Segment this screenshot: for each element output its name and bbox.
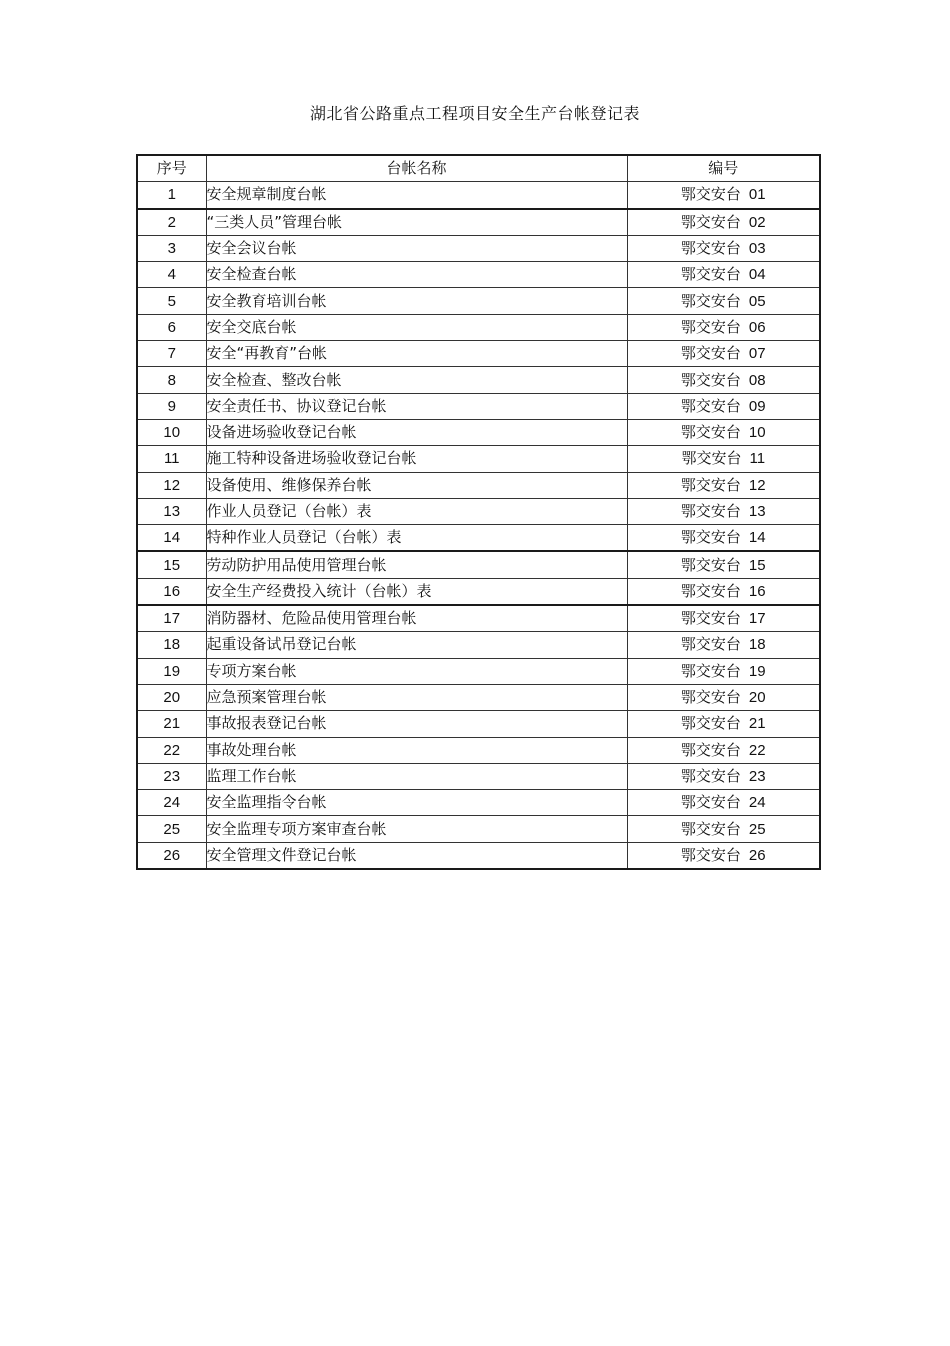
code-prefix: 鄂交安台 [680,793,741,812]
cell-ledger-name: 专项方案台帐 [206,658,627,684]
cell-seq: 4 [137,262,206,288]
cell-code [627,288,820,314]
cell-ledger-name: 安全责任书、协议登记台帐 [206,393,627,419]
cell-code [627,262,820,288]
table-row [137,472,820,498]
code-prefix: 鄂交安台 [680,688,741,707]
cell-code [627,605,820,632]
cell-seq: 22 [137,737,206,763]
code-prefix: 鄂交安台 [680,819,741,838]
table-row [137,790,820,816]
table-row [137,235,820,261]
header-name: 台帐名称 [206,155,627,182]
cell-code [627,367,820,393]
cell-ledger-name: 安全生产经费投入统计（台帐）表 [206,578,627,605]
code-prefix: 鄂交安台 [680,344,741,363]
cell-ledger-name: 施工特种设备进场验收登记台帐 [206,446,627,472]
cell-ledger-name: 安全规章制度台帐 [206,182,627,209]
cell-seq: 1 [137,182,206,209]
cell-seq: 8 [137,367,206,393]
code-number: 04 [748,266,766,284]
cell-ledger-name: 起重设备试吊登记台帐 [206,632,627,658]
cell-ledger-name: 安全管理文件登记台帐 [206,842,627,869]
table-row [137,816,820,842]
code-number: 05 [748,292,766,310]
cell-ledger-name: 安全监理专项方案审查台帐 [206,816,627,842]
cell-ledger-name: 劳动防护用品使用管理台帐 [206,551,627,578]
code-number: 23 [748,767,766,785]
table-row [137,737,820,763]
cell-ledger-name: 设备使用、维修保养台帐 [206,472,627,498]
code-number: 11 [749,450,766,468]
code-number: 13 [748,503,766,520]
code-prefix: 鄂交安台 [680,555,741,574]
cell-seq: 21 [137,711,206,737]
cell-code [627,393,820,419]
code-number: 03 [748,240,766,258]
cell-code [627,446,820,472]
cell-seq: 16 [137,578,206,605]
code-prefix: 鄂交安台 [680,740,741,759]
code-number: 12 [748,476,766,494]
table-row [137,341,820,367]
table-row [137,605,820,632]
code-prefix: 鄂交安台 [680,265,741,284]
code-number: 09 [748,397,766,415]
cell-code [627,182,820,209]
table-row [137,288,820,314]
header-seq: 序号 [137,155,206,182]
table-row [137,314,820,340]
cell-ledger-name: 安全教育培训台帐 [206,288,627,314]
code-number: 02 [748,213,766,231]
table-row [137,578,820,605]
cell-seq: 17 [137,605,206,632]
table-row [137,711,820,737]
cell-seq: 6 [137,314,206,340]
table-row [137,367,820,393]
code-prefix: 鄂交安台 [680,766,741,785]
table-row [137,446,820,472]
code-prefix: 鄂交安台 [680,581,741,600]
code-prefix: 鄂交安台 [680,609,741,628]
code-number: 24 [748,794,766,812]
cell-ledger-name: 安全监理指令台帐 [206,790,627,816]
code-number: 20 [748,689,766,707]
code-number: 22 [748,741,766,759]
code-number: 17 [748,610,766,628]
cell-code [627,419,820,445]
cell-code [627,816,820,842]
table-row [137,632,820,658]
cell-ledger-name: 安全交底台帐 [206,314,627,340]
cell-seq: 25 [137,816,206,842]
cell-ledger-name: 设备进场验收登记台帐 [206,419,627,445]
cell-code [627,790,820,816]
cell-code [627,341,820,367]
table-row [137,525,820,552]
table-row [137,419,820,445]
cell-seq: 18 [137,632,206,658]
code-number: 06 [748,318,766,336]
cell-ledger-name: 安全检查台帐 [206,262,627,288]
cell-ledger-name: 安全会议台帐 [206,235,627,261]
cell-ledger-name: 消防器材、危险品使用管理台帐 [206,605,627,632]
cell-ledger-name: 监理工作台帐 [206,763,627,789]
cell-seq: 5 [137,288,206,314]
table-row [137,498,820,524]
code-number: 26 [748,846,766,864]
code-number: 10 [748,424,766,442]
cell-code [627,711,820,737]
cell-seq: 9 [137,393,206,419]
cell-code [627,684,820,710]
cell-code [627,314,820,340]
cell-seq: 14 [137,525,206,552]
code-number: 21 [748,715,766,733]
code-number: 18 [748,636,766,654]
cell-seq: 2 [137,209,206,236]
cell-ledger-name: 特种作业人员登记（台帐）表 [206,525,627,552]
code-number: 19 [748,662,766,680]
cell-code [627,498,820,524]
code-number: 08 [748,371,766,389]
page-title: 湖北省公路重点工程项目安全生产台帐登记表 [309,104,640,123]
cell-ledger-name: 安全“再教育”台帐 [206,341,627,367]
code-prefix: 鄂交安台 [680,502,741,520]
table-row [137,763,820,789]
header-code: 编号 [627,155,820,182]
table-row [137,393,820,419]
cell-code [627,658,820,684]
cell-code [627,632,820,658]
code-prefix: 鄂交安台 [680,185,741,204]
code-number: 15 [748,556,766,574]
table-row [137,551,820,578]
code-prefix: 鄂交安台 [680,239,741,258]
code-prefix: 鄂交安台 [680,528,741,547]
cell-code [627,578,820,605]
code-prefix: 鄂交安台 [680,423,741,442]
cell-code [627,525,820,552]
cell-ledger-name: 事故处理台帐 [206,737,627,763]
cell-code [627,737,820,763]
cell-code [627,551,820,578]
code-prefix: 鄂交安台 [680,396,741,415]
cell-seq: 7 [137,341,206,367]
table-row [137,658,820,684]
cell-seq: 23 [137,763,206,789]
cell-ledger-name: “三类人员”管理台帐 [206,209,627,236]
table-body [137,182,820,869]
table-row [137,209,820,236]
code-prefix: 鄂交安台 [680,661,741,680]
ledger-table [136,154,821,870]
cell-seq: 12 [137,472,206,498]
code-prefix: 鄂交安台 [680,635,741,654]
cell-ledger-name: 事故报表登记台帐 [206,711,627,737]
cell-code [627,235,820,261]
code-prefix: 鄂交安台 [680,475,741,494]
cell-seq: 24 [137,790,206,816]
code-prefix: 鄂交安台 [680,291,741,310]
table-header-row [137,155,820,182]
code-number: 14 [748,529,766,547]
code-prefix: 鄂交安台 [680,370,741,389]
cell-ledger-name: 作业人员登记（台帐）表 [206,498,627,524]
cell-code [627,209,820,236]
table-row [137,182,820,209]
cell-seq: 13 [137,498,206,524]
code-number: 25 [748,820,766,838]
cell-seq: 3 [137,235,206,261]
cell-seq: 26 [137,842,206,869]
code-number: 16 [748,582,766,600]
code-number: 07 [748,345,766,363]
cell-seq: 19 [137,658,206,684]
table-row [137,842,820,869]
code-prefix: 鄂交安台 [680,845,741,864]
cell-code [627,472,820,498]
cell-seq: 11 [137,446,206,472]
cell-seq: 10 [137,419,206,445]
code-prefix: 鄂交安台 [681,449,742,468]
cell-code [627,763,820,789]
code-prefix: 鄂交安台 [680,317,741,336]
code-prefix: 鄂交安台 [680,212,741,231]
cell-code [627,842,820,869]
code-prefix: 鄂交安台 [680,714,741,733]
cell-seq: 20 [137,684,206,710]
cell-seq: 15 [137,551,206,578]
code-number: 01 [748,186,766,204]
cell-ledger-name: 安全检查、整改台帐 [206,367,627,393]
cell-ledger-name: 应急预案管理台帐 [206,684,627,710]
table-row [137,684,820,710]
table-row [137,262,820,288]
